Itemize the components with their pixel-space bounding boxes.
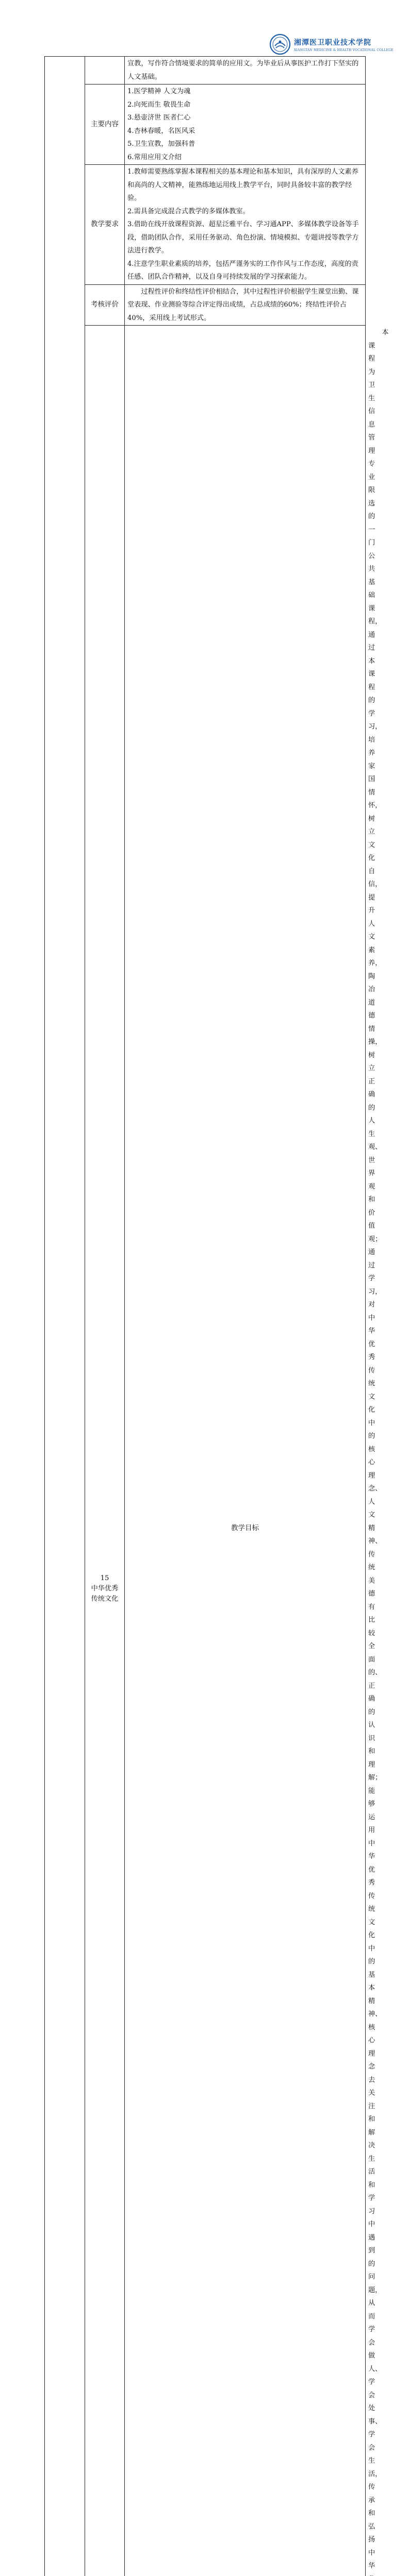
list-item: 4.杏林春暖，名医风采 bbox=[127, 125, 363, 138]
school-logo bbox=[269, 33, 372, 56]
list-item: 2.需具备完成混合式教学的多媒体教室。 bbox=[127, 205, 363, 218]
course15-name-line2: 传统文化 bbox=[85, 1594, 124, 1604]
course15-goal-label: 教学目标 bbox=[125, 326, 366, 2576]
course14-assessment-cell bbox=[125, 284, 366, 326]
course14-assessment-label: 考核评价 bbox=[85, 284, 125, 326]
course14-goal-cell bbox=[125, 57, 366, 84]
course14-teaching-label: 教学要求 bbox=[85, 165, 125, 285]
course14-goal-text: 宣教，写作符合情境要求的简单的应用文。为毕业后从事医护工作打下坚实的人文基础。 bbox=[127, 57, 363, 83]
school-name-en: XIANGTAN MEDICINE & HEALTH VOCATIONAL COLLEGE bbox=[294, 48, 394, 52]
course14-teaching-row bbox=[45, 165, 366, 285]
list-item: 6.常用应用文介绍 bbox=[127, 151, 363, 164]
course14-assessment-row bbox=[45, 284, 366, 326]
list-item: 4.注意学生职业素质的培养，包括严谨务实的工作作风与工作态度，高度的责任感、团队合作精神，以及自身可持续发展的学习探索能力。 bbox=[127, 258, 363, 284]
list-item: 5.卫生宣教，加强科普 bbox=[127, 138, 363, 151]
course14-number-cell bbox=[45, 57, 85, 2576]
course-table bbox=[44, 56, 366, 2576]
course14-content-label: 主要内容 bbox=[85, 84, 125, 165]
course15-number: 15 bbox=[85, 1573, 124, 1584]
list-item: 3.借助在线开放课程资源、超星泛雅平台、学习通APP、多媒体教学设备等手段，借助团队合作，采用任务驱动、角色扮演、情境模拟、专题讲授等教学方法进行教学。 bbox=[127, 218, 363, 258]
list-item: 1.教师需要熟练掌握本课程相关的基本理论和基本知识，具有深厚的人文素养和高尚的人文精神，能熟练地运用线上教学平台，同时具备较丰富的教学经验。 bbox=[127, 165, 363, 205]
course15-title-cell bbox=[85, 326, 125, 2576]
course15-goal-row: 15 中华优秀 传统文化 教学目标 本课程为卫生信息管理专业限选的一门公共基础课程，通过本课程的学习，培养家国情怀，树立文化自信，提升人文素养，陶冶道德情操，树立正确的人生观、世界观和价值观；通过学习，对中华优秀传统文化中的核心理念、人文精神、传统美德有比较全面的、正确的认识和理解；能够运用中华优秀传统文化中的基本精神、核心理念去关注和解决生活和学习中遇到的问题，从而学会做人、学会处事、学会生活，传承和弘扬中华 bbox=[45, 326, 366, 2576]
course14-teaching-cell bbox=[125, 165, 366, 285]
school-emblem-icon bbox=[269, 33, 291, 55]
school-name-cn: 湘潭医卫职业技术学院 bbox=[294, 37, 394, 47]
course14-goal-row bbox=[45, 57, 366, 84]
course14-content-row bbox=[45, 84, 366, 165]
list-item: 3.悬壶济世 医者仁心 bbox=[127, 111, 363, 125]
list-item: 1.医学精神 人文为魂 bbox=[127, 85, 363, 98]
course14-assessment-text: 过程性评价和终结性评价相结合，其中过程性评价根据学生课堂出勤、课堂表现、作业测验等综合评定得出成绩，占总成绩的60%；终结性评价占40%，采用线上考试形式。 bbox=[127, 285, 363, 325]
course14-goal-label-cell bbox=[85, 57, 125, 84]
course15-name-line1: 中华优秀 bbox=[85, 1584, 124, 1594]
course14-content-cell bbox=[125, 84, 366, 165]
list-item: 2.向死而生 敬畏生命 bbox=[127, 98, 363, 112]
